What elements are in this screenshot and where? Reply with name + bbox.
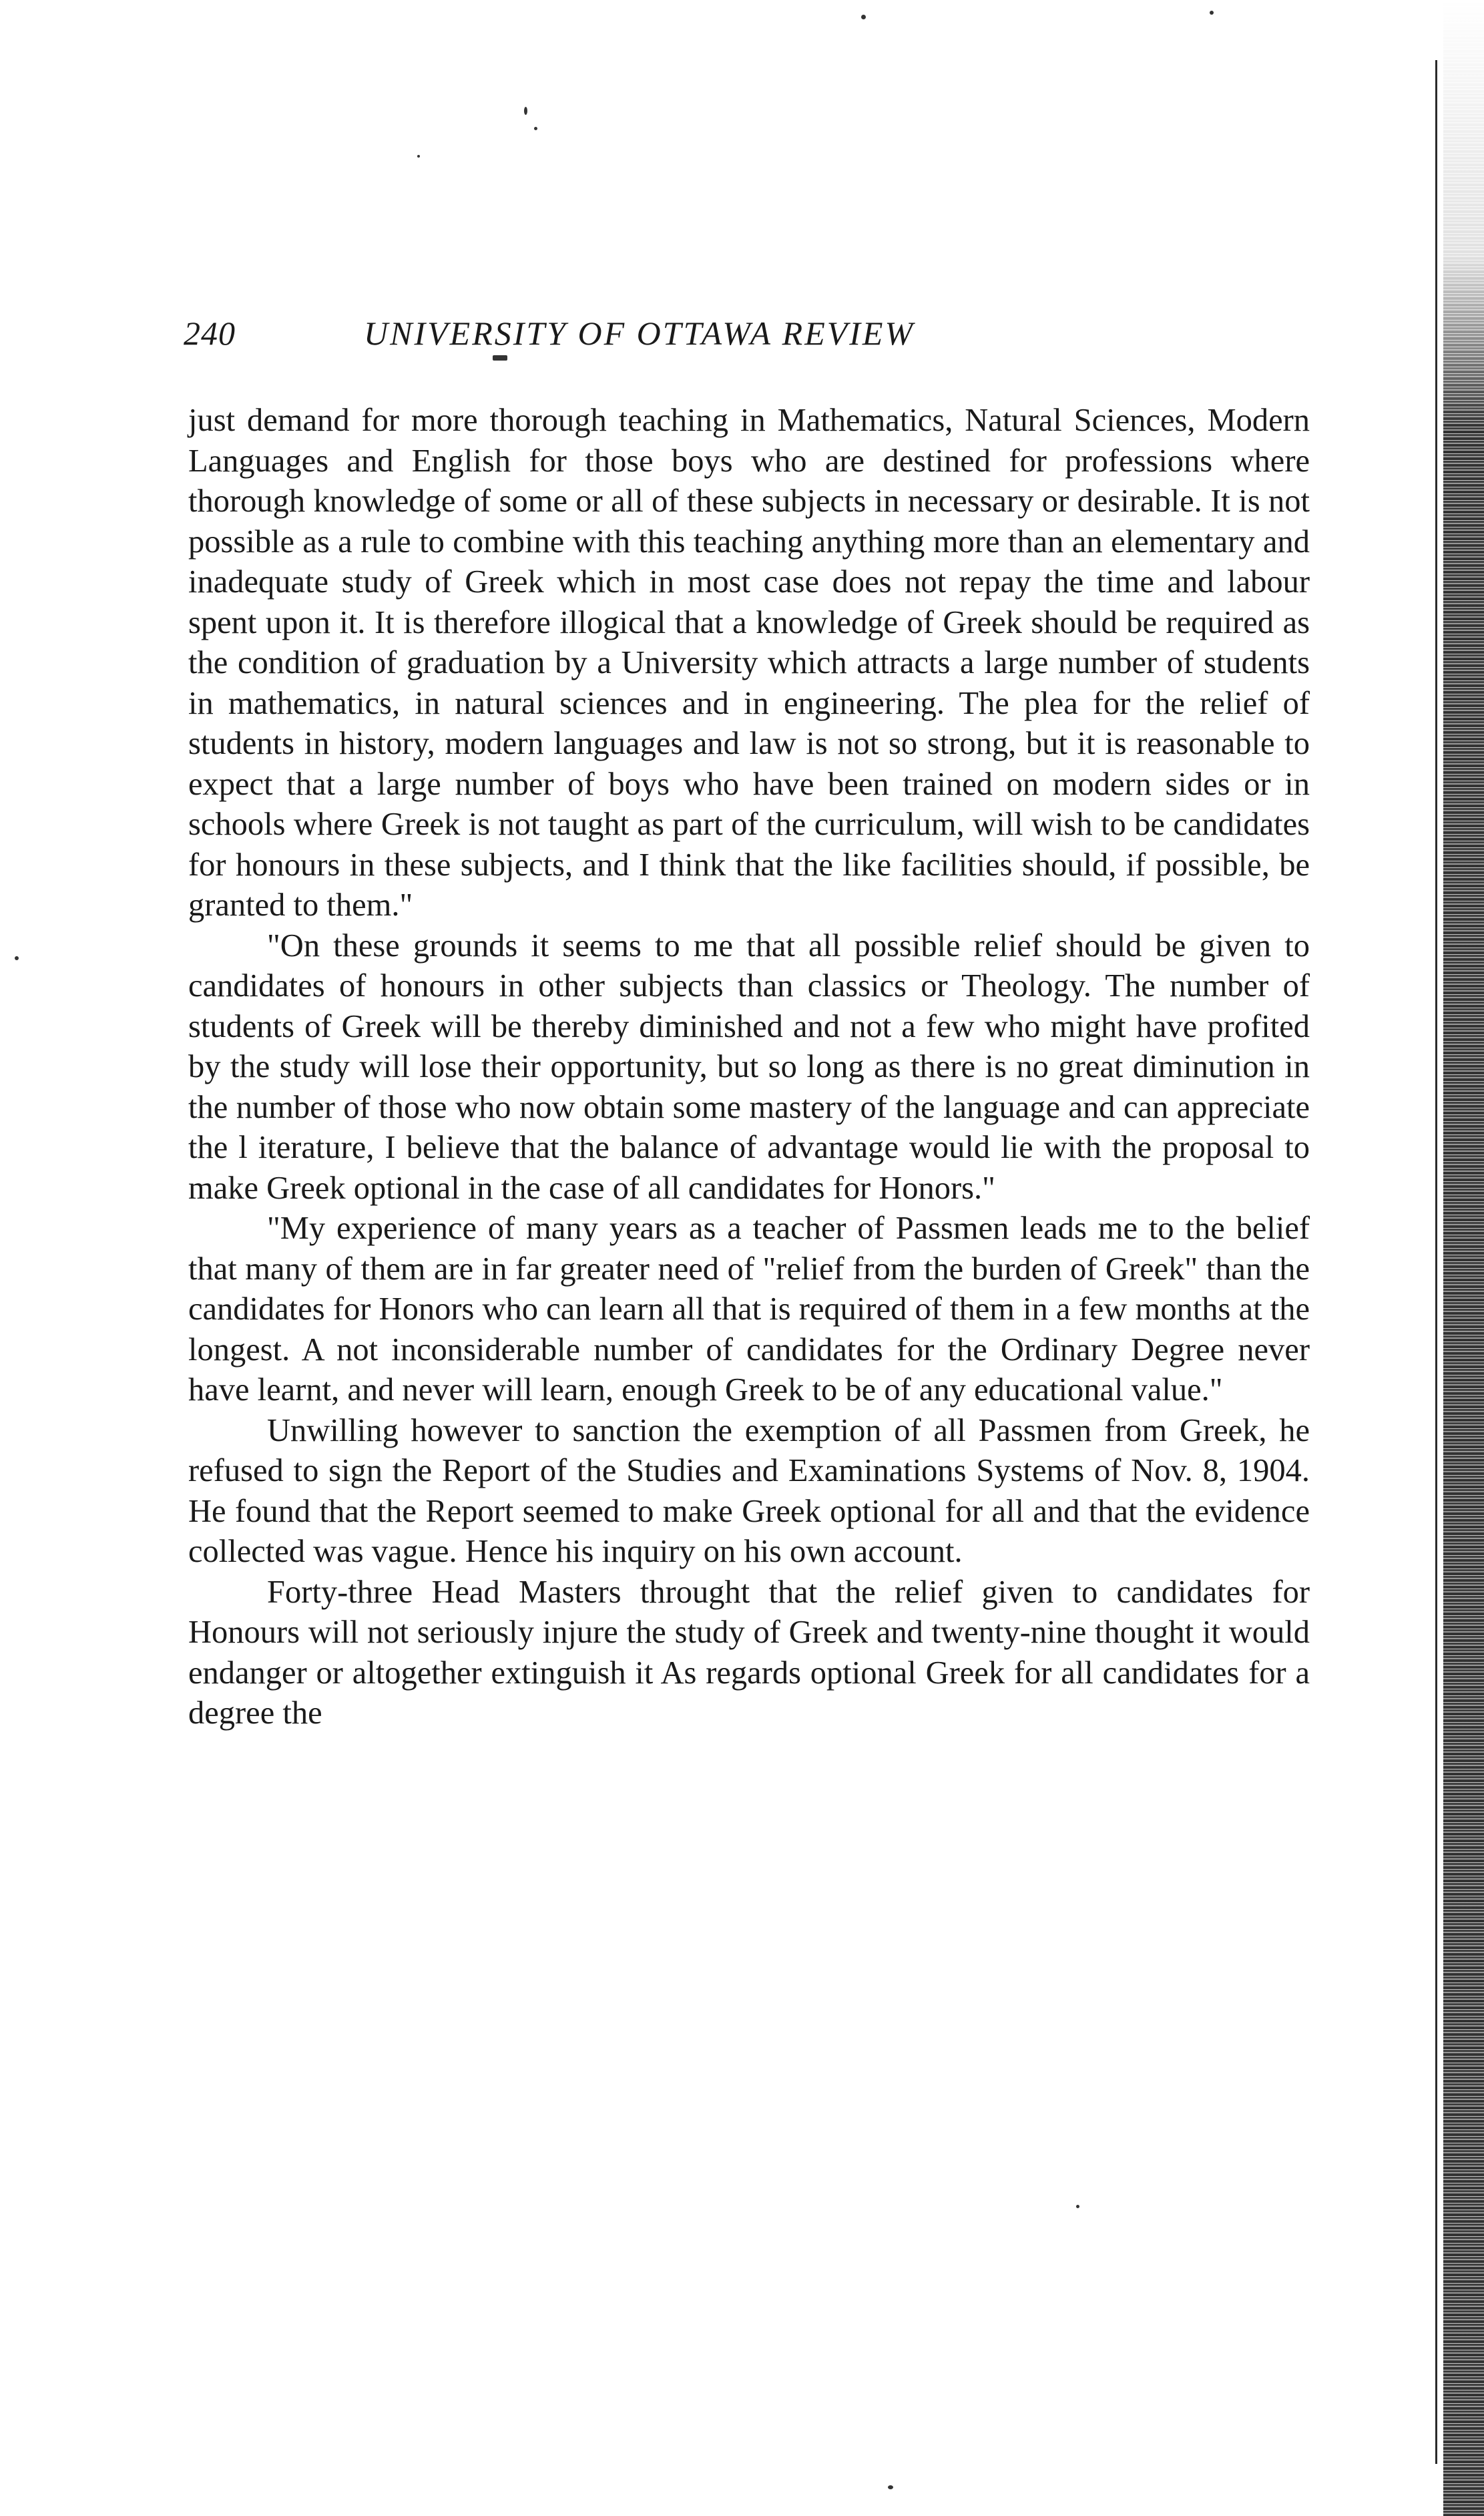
scan-speck (888, 2485, 893, 2489)
paragraph: Forty-three Head Masters throught that the relief given to candidates for Honours will not seriously injure the study of Greek and twenty-nine thought it would endanger or altogether extinguish it As regards optional Greek for all candidates for a degree the (188, 1574, 1310, 1731)
paragraph: just demand for more thorough teaching in Mathematics, Natural Sciences, Modern Languages and English for those boys who are destined for professions where thorough knowledge of some or all of these subjects in necessary or desirable. It is not possible as a rule to combine with this teaching anything more than an elementary and inadequate study of Greek which in most case does not repay the time and labour spent upon it. It is therefore illogical that a knowledge of Greek should be required as the condition of graduation by a University which attracts a large number of students in mathematics, in natural sciences and in engineering. The plea for the relief of students in history, modern languages and law is not so strong, but it is reasonable to expect that a large number of boys who have been trained on modern sides or in schools where Greek is not taught as part of the curriculum, will wish to be candidates for honours in these subjects, and I think that the like facilities should, if possible, be granted to them." (188, 403, 1310, 923)
scan-speck (534, 127, 537, 130)
scan-speck (861, 15, 866, 19)
binding-line (1435, 60, 1437, 2464)
paragraph: "My experience of many years as a teacher of Passmen leads me to the belief that many of them are in far greater need of "relief from the burden of Greek" than the candidates for Honors who can learn all that is required of them in a few months at the longest. A not inconsiderable number of candidates for the Ordinary Degree never have learnt, and never will learn, enough Greek to be of any educational value." (188, 1211, 1310, 1408)
scan-speck (1076, 2205, 1079, 2208)
page-number: 240 (184, 314, 236, 352)
paragraph: "On these grounds it seems to me that all possible relief should be given to candidates of honours in other subjects than classics or Theology. The number of students of Greek will be thereby diminished and not a few who might have profited by the study will lose their opportunity, but so long as there is no great diminution in the number of those who now obtain some mastery of the language and can appreciate the l iterature, I believe that the balance of advantage would lie with the proposal to make Greek optional in the case of all candidates for Honors." (188, 927, 1310, 1206)
scan-speck (1210, 11, 1214, 15)
scan-speck (15, 956, 19, 960)
paragraph: Unwilling however to sanction the exemption of all Passmen from Greek, he refused to sign the Report of the Studies and Examinations Systems of Nov. 8, 1904. He found that the Report seemed to make Greek optional for all and that the evidence collected was vague. Hence his inquiry on his own account. (188, 1412, 1310, 1569)
running-title: UNIVERSITY OF OTTAWA REVIEW (364, 314, 915, 352)
page-header (184, 314, 1318, 374)
scan-speck (417, 155, 420, 158)
scan-speck (524, 107, 527, 115)
body-text (188, 401, 1310, 1734)
binding-edge-fade (1443, 0, 1484, 427)
